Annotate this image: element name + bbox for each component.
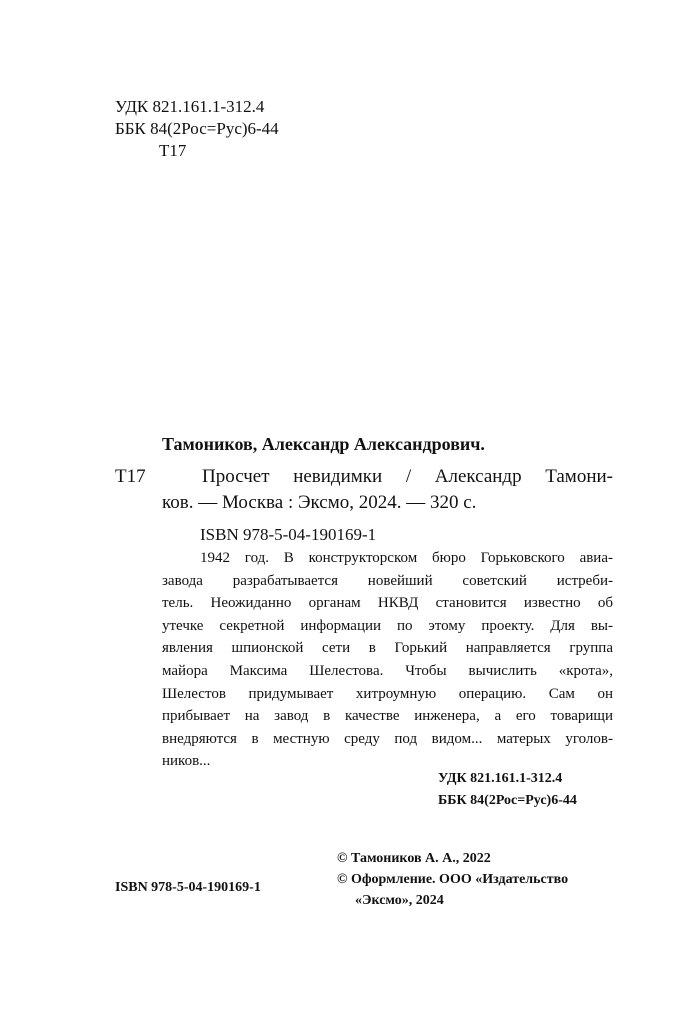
annotation-line: внедряются в местную среду под видом... матерых уголов-	[162, 730, 613, 747]
copyright-author: © Тамоников А. А., 2022	[337, 851, 491, 866]
author-sign-code: Т17	[115, 466, 146, 487]
bottom-bbk: ББК 84(2Рос=Рус)6-44	[438, 793, 577, 808]
annotation-line: явления шпионской сети в Горький направляется группа	[162, 640, 613, 657]
bibliographic-line-1: Просчет невидимки / Александр Тамони-	[202, 466, 613, 487]
footer-isbn: ISBN 978-5-04-190169-1	[115, 880, 261, 895]
bibliographic-line-2: ков. — Москва : Эксмо, 2024. — 320 с.	[162, 492, 477, 513]
top-bbk: ББК 84(2Рос=Рус)6-44	[115, 119, 279, 138]
annotation-line: 1942 год. В конструкторском бюро Горьковского авиа-	[200, 550, 613, 566]
top-author-sign: Т17	[159, 141, 187, 160]
copyright-design-2: «Эксмо», 2024	[355, 893, 444, 908]
annotation-line: утечке секретной информации по этому проекту. Для вы-	[162, 617, 613, 634]
annotation-line: ников...	[162, 753, 211, 770]
annotation	[162, 547, 613, 773]
annotation-line: тель. Неожиданно органам НКВД становится известно об	[162, 595, 613, 612]
annotation-line: майора Максима Шелестова. Чтобы вычислить «крота»,	[162, 662, 613, 679]
annotation-line: завода разрабатывается новейший советский истреби-	[162, 572, 613, 589]
copyright-design-1: © Оформление. ООО «Издательство	[337, 872, 569, 887]
bottom-index-block	[438, 768, 577, 812]
copyright-block	[337, 848, 568, 911]
annotation-line: прибывает на завод в качестве инженера, а его товарищи	[162, 708, 613, 725]
top-index-block	[115, 96, 279, 162]
entry-isbn: ISBN 978-5-04-190169-1	[200, 525, 377, 544]
annotation-line: Шелестов придумывает хитроумную операцию. Сам он	[162, 685, 613, 702]
bottom-udk: УДК 821.161.1-312.4	[438, 771, 563, 786]
top-udk: УДК 821.161.1-312.4	[115, 97, 265, 116]
author-heading: Тамоников, Александр Александрович.	[162, 434, 485, 454]
